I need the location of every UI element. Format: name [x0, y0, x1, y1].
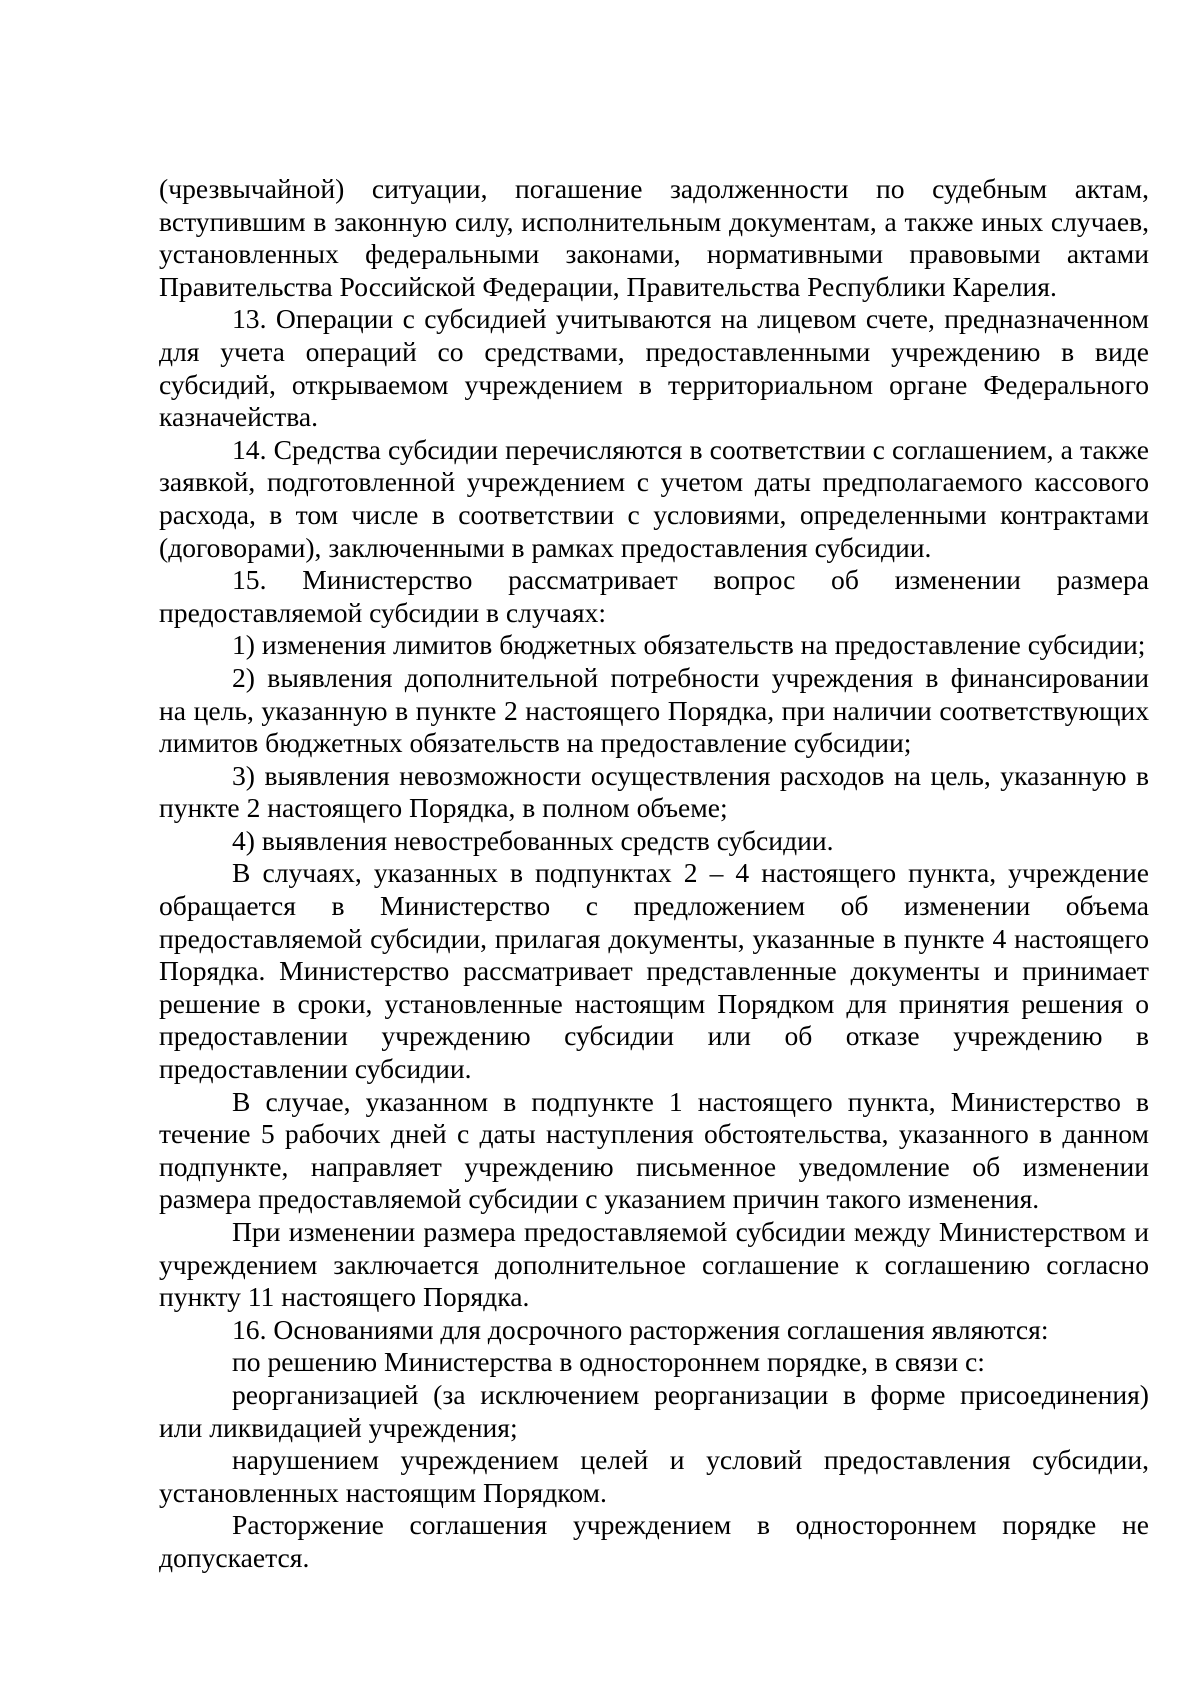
paragraph-termination-not-allowed: Расторжение соглашения учреждением в одностороннем порядке не допускается.	[159, 1509, 1149, 1573]
subitem-1: 1) изменения лимитов бюджетных обязательств на предоставление субсидии;	[232, 629, 1146, 661]
subitem-3: 3) выявления невозможности осуществления расходов на цель, указанную в пункте 2 настоящего Порядка, в полном объеме;	[159, 759, 1149, 824]
document-body	[159, 173, 1149, 1575]
paragraph-item-15: 15. Министерство рассматривает вопрос об изменении размера предоставляемой субсидии в случаях:	[159, 564, 1149, 628]
paragraph-case-1: В случае, указанном в подпункте 1 настоящего пункта, Министерство в течение 5 рабочих дней с даты наступления обстоятельства, указанного в данном подпункте, направляет учреждению письменное уведомление об изменении размера предоставляемой субсидии с указанием причин такого изменения.	[159, 1085, 1149, 1215]
paragraph-reorganization: реорганизацией (за исключением реорганизации в форме присоединения) или ликвидацией учреждения;	[159, 1378, 1149, 1443]
subitem-4: 4) выявления невостребованных средств субсидии.	[232, 824, 834, 856]
paragraph-cases-2-4: В случаях, указанных в подпунктах 2 – 4 настоящего пункта, учреждение обращается в Министерство с предложением об изменении объема предоставляемой субсидии, прилагая документы, указанные в пункте 4 настоящего Порядка. Министерство рассматривает представленные документы и принимает решение в сроки, установленные настоящим Порядком для принятия решения о предоставлении учреждению субсидии или об отказе учреждению в предоставлении субсидии.	[159, 857, 1149, 1085]
paragraph-additional-agreement: При изменении размера предоставляемой субсидии между Министерством и учреждением заключается дополнительное соглашение к соглашению согласно пункту 11 настоящего Порядка.	[159, 1216, 1149, 1313]
paragraph-item-13: 13. Операции с субсидией учитываются на лицевом счете, предназначенном для учета операций со средствами, предоставленными учреждению в виде субсидий, открываемом учреждением в территориальном органе Федерального казначейства.	[159, 303, 1149, 433]
subitem-2: 2) выявления дополнительной потребности учреждения в финансировании на цель, указанную в пункте 2 настоящего Порядка, при наличии соответствующих лимитов бюджетных обязательств на предоставление субсидии;	[159, 661, 1149, 759]
paragraph-ministry-decision: по решению Министерства в одностороннем порядке, в связи с:	[232, 1346, 985, 1378]
paragraph-item-14: 14. Средства субсидии перечисляются в соответствии с соглашением, а также заявкой, подготовленной учреждением с учетом даты предполагаемого кассового расхода, в том числе в соответствии с условиями, определенными контрактами (договорами), заключенными в рамках предоставления субсидии.	[159, 433, 1149, 563]
paragraph-continuation: (чрезвычайной) ситуации, погашение задолженности по судебным актам, вступившим в законную силу, исполнительным документам, а также иных случаев, установленных федеральными законами, нормативными правовыми актами Правительства Российской Федерации, Правительства Республики Карелия.	[159, 173, 1149, 302]
paragraph-item-16: 16. Основаниями для досрочного расторжения соглашения являются:	[232, 1313, 1049, 1345]
paragraph-violation: нарушением учреждением целей и условий предоставления субсидии, установленных настоящим Порядком.	[159, 1444, 1149, 1508]
